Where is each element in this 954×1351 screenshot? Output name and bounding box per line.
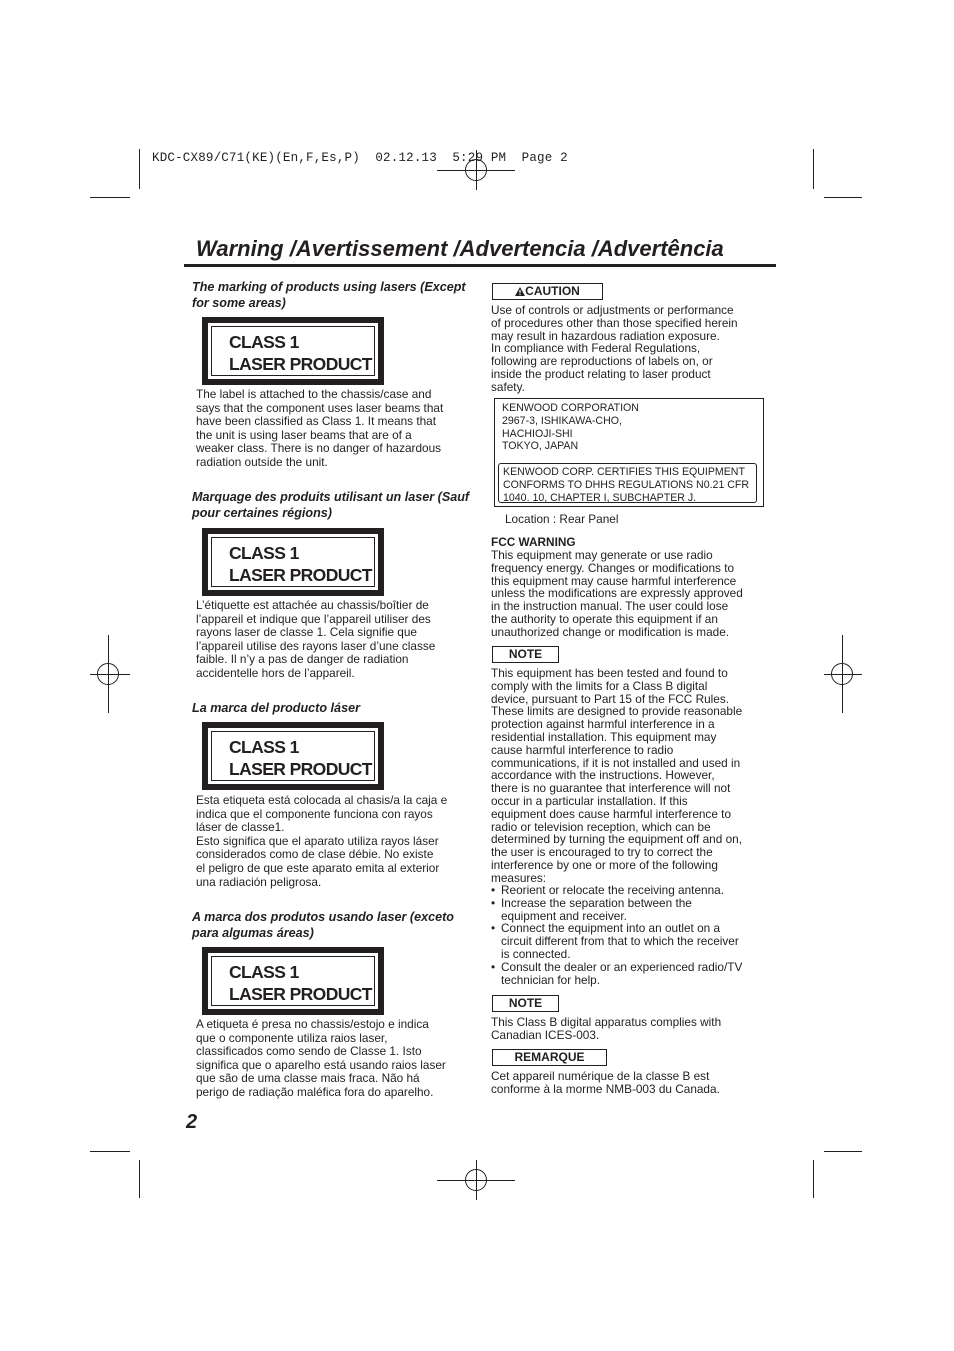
- list-item: • Increase the separation between the equipment and receiver.: [491, 897, 776, 923]
- crop-mark: [139, 149, 140, 189]
- caution-label: CAUTION: [525, 284, 580, 298]
- crop-mark: [139, 1160, 140, 1198]
- remarque-body: Cet appareil numérique de la classe B est conforme à la morme NMB-003 du Canada.: [491, 1069, 720, 1096]
- fcc-warning-heading: FCC WARNING: [491, 535, 576, 549]
- crop-mark: [813, 1160, 814, 1198]
- laser-label-line1: CLASS 1: [229, 332, 299, 352]
- laser-label-line2: LASER PRODUCT: [229, 565, 372, 585]
- remarque-tag: REMARQUE: [492, 1049, 607, 1066]
- title-rule: [184, 264, 776, 267]
- list-item: • Consult the dealer or an experienced radio/TV technician for help.: [491, 961, 776, 987]
- crop-mark: [824, 1151, 862, 1152]
- laser-label-line1: CLASS 1: [229, 543, 299, 563]
- section-body-portuguese: A etiqueta é presa no chassis/estojo e indica que o componente utiliza raios laser, classificados como sendo de Classe 1. Isto significa que o aparelho está usando raios laser que são de uma classe mais fraca. Não há perigo de radiação maléfica fora do aparelho.: [196, 1017, 446, 1099]
- laser-label-line1: CLASS 1: [229, 737, 299, 757]
- label-location: Location : Rear Panel: [505, 512, 619, 526]
- laser-label-portuguese: [202, 947, 384, 1015]
- note-2-body: This Class B digital apparatus complies with Canadian ICES-003.: [491, 1015, 722, 1042]
- caution-body: Use of controls or adjustments or performance of procedures other than those specified herein may result in hazardous radiation exposure. In compliance with Federal Regulations, following are reproductions of labels on, or inside the product relating to laser product safety.: [491, 303, 738, 394]
- section-body-french: L’étiquette est attachée au chassis/boîtier de l’appareil et indique que l’appareil utiliser des rayons laser de classe 1. Cela signifie que l’appareil utilise des rayons laser d’une classe faible. Il n’y a pas de danger de radiation accidentelle hors de l’appareil.: [196, 598, 436, 680]
- crop-mark: [90, 1151, 130, 1152]
- laser-label-spanish: [202, 722, 384, 790]
- interference-measures-list: [491, 884, 776, 986]
- section-heading-english: The marking of products using lasers (Except for some areas): [192, 280, 466, 310]
- section-heading-french: Marquage des produits utilisant un laser (Sauf pour certaines régions): [192, 490, 470, 520]
- section-heading-spanish: La marca del producto láser: [192, 701, 360, 715]
- laser-label-line1: CLASS 1: [229, 962, 299, 982]
- laser-label-french: [202, 528, 384, 596]
- crop-mark: [824, 197, 862, 198]
- list-item: • Connect the equipment into an outlet on a circuit different from that to which the receiver is connected.: [491, 922, 776, 960]
- page-number: 2: [186, 1111, 198, 1133]
- section-body-english: The label is attached to the chassis/case and says that the component uses laser beams that have been classified as Class 1. It means that the unit is using laser beams that are of a weaker class. There is no danger of hazardous radiation outside the unit.: [196, 387, 444, 469]
- laser-label-line2: LASER PRODUCT: [229, 759, 372, 779]
- warning-triangle-icon: [515, 287, 525, 296]
- laser-label-line2: LASER PRODUCT: [229, 984, 372, 1004]
- compliance-label-reproduction: [494, 398, 764, 507]
- page-title: Warning /Avertissement /Advertencia /Advertência: [196, 236, 724, 261]
- print-header: KDC-CX89/C71(KE)(En,F,Es,P) 02.12.13 5:29 PM Page 2: [152, 151, 568, 165]
- certification-statement: KENWOOD CORP. CERTIFIES THIS EQUIPMENT CONFORMS TO DHHS REGULATIONS N0.21 CFR 1040. 10, CHAPTER I, SUBCHAPTER J.: [498, 463, 757, 503]
- note-1-body: This equipment has been tested and found to comply with the limits for a Class B digital device, pursuant to Part 15 of the FCC Rules. These limits are designed to provide reasonable protection against harmful interference in a residential installation. This equipment may cause harmful interference to radio communications, if it is not installed and used in accordance with the instructions. However, there is no guarantee that interference will not occur in a particular installation. If this equipment does cause harmful interference to radio or television reception, which can be determined by turning the equipment off and on, the user is encouraged to try to correct the interference by one or more of the following measures:: [491, 666, 743, 885]
- laser-label-line2: LASER PRODUCT: [229, 354, 372, 374]
- list-item: • Reorient or relocate the receiving antenna.: [491, 884, 776, 897]
- section-heading-portuguese: A marca dos produtos usando laser (exceto para algumas áreas): [192, 910, 454, 940]
- note-tag-1: NOTE: [492, 646, 559, 663]
- caution-tag: [492, 283, 603, 300]
- crop-mark: [90, 197, 130, 198]
- section-body-spanish: Esta etiqueta está colocada al chasis/a la caja e indica que el componente funciona con rayos láser de classe1. Esto significa que el aparato utiliza rayos láser considerados como de clase débie. No existe el peligro de que este aparato emita al exterior una radiación peligrosa.: [196, 793, 448, 889]
- fcc-warning-body: This equipment may generate or use radio frequency energy. Changes or modifications to this equipment may cause harmful interference unless the modifications are expressly approved in the instruction manual. The user could lose the authority to operate this equipment if an unauthorized change or modification is made.: [491, 548, 743, 639]
- crop-mark: [813, 149, 814, 189]
- manufacturer-address: KENWOOD CORPORATION 2967-3, ISHIKAWA-CHO, HACHIOJI-SHI TOKYO, JAPAN: [502, 402, 639, 453]
- note-tag-2: NOTE: [492, 995, 559, 1012]
- laser-label-english: [202, 317, 384, 385]
